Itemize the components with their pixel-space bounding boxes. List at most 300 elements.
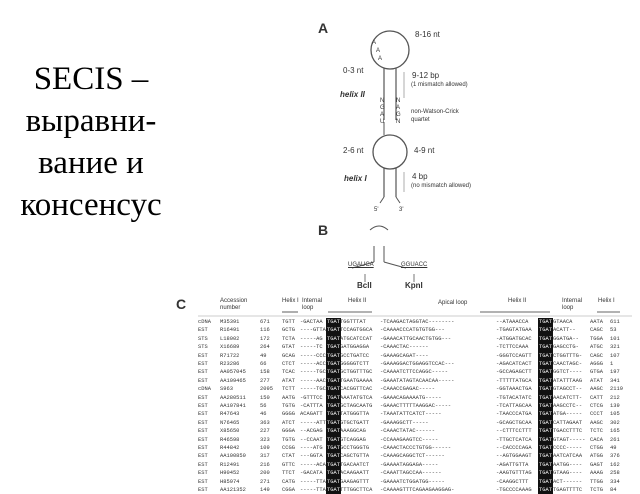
cell-s2: -CAAGGCTTT	[496, 478, 529, 485]
cell-loop: -GAAACTTTTTAAGGAC-----	[380, 403, 452, 409]
cell-il2: GGATGA--	[553, 335, 579, 342]
bulge-a-label: 0-3 nt	[343, 66, 364, 75]
cell-s1: CAGCTGTTA	[340, 453, 370, 460]
cell-loop: -GAAACAGAAAATG-----	[380, 394, 442, 401]
quartet-left-3: A	[380, 112, 385, 118]
cell-pos: 671	[260, 319, 270, 325]
cell-pos: 264	[260, 344, 270, 351]
cell-end: 302	[610, 419, 620, 426]
cell-end: 165	[610, 428, 620, 435]
cell-loop: -CAAACTACCCTGTGG------	[380, 445, 452, 451]
cell-h1b: GAGT	[590, 461, 603, 468]
cell-h1: TCTA	[282, 335, 295, 342]
cell-il2: CTGGTTTG-	[553, 352, 583, 359]
cell-s2: -TCTTCCAAA	[496, 344, 529, 351]
cell-q2: TGAT	[539, 487, 552, 493]
cell-loop: -GAAAATAGGAGA-----	[380, 461, 439, 468]
header-accession: Accession number	[220, 298, 248, 311]
header-helix1-b: Helix I	[598, 298, 615, 304]
cell-s1: GGGGGTCTT	[340, 361, 370, 367]
cell-s2: -TGCCCCAAAG	[496, 487, 532, 493]
panel-b-letter: B	[318, 222, 329, 238]
cell-loop: -CCAAAGAAGTCC-----	[380, 436, 439, 443]
header-internal-a: Internal loop	[302, 298, 323, 311]
cell-pos: 216	[260, 461, 270, 468]
quartet-label: non-Watson-Crick quartet	[411, 109, 459, 123]
cell-h1b: TGGA	[590, 335, 603, 342]
cell-end: 197	[610, 369, 620, 376]
cell-end: 2119	[610, 386, 623, 393]
cell-il: -----CCC	[300, 352, 326, 359]
cell-q2: TGAT	[539, 445, 552, 451]
cell-q1: TGAT	[327, 361, 340, 367]
cell-q1: TGAT	[327, 411, 340, 418]
cell-s1: TTTGGCTTCA	[340, 487, 373, 493]
end-3-label: 3'	[399, 207, 404, 213]
helix-i-label: helix I	[344, 174, 367, 183]
cell-il2: GTAAG----	[553, 470, 583, 477]
cell-h1b: AAGC	[590, 386, 603, 393]
cell-il: --CCAAT	[300, 436, 323, 443]
cell-loop: -TAAATATTCATCT-----	[380, 411, 442, 418]
cell-pos: 323	[260, 436, 270, 443]
cell-pos: 109	[260, 445, 270, 451]
cell-pos: 227	[260, 428, 270, 435]
title-line-2: выравни-	[25, 103, 157, 139]
loop-mid-label: 4-9 nt	[414, 146, 435, 155]
cell-type: EST	[198, 419, 208, 426]
cell-loop: -GAAAGGACTGGAGGTCCAC---	[380, 361, 455, 367]
cell-s2: -TTTTTATGCA	[496, 377, 532, 384]
cell-il: -CATTTA	[300, 403, 323, 409]
cell-pos: 150	[260, 394, 270, 401]
cell-q1: TGAT	[327, 369, 340, 376]
cell-pos: 200	[260, 470, 270, 477]
cell-s1: GATGGAGGA	[340, 344, 370, 351]
cell-q2: TGAT	[539, 411, 552, 418]
cell-s2: -AGACATCACT	[496, 361, 532, 367]
cell-s1: AAATATGTCA	[340, 394, 373, 401]
cell-acc: R44842	[220, 445, 240, 451]
quartet-right-1: N	[396, 98, 401, 104]
cell-loop: -GAAACATTGCAACTGTGG---	[380, 335, 452, 342]
cell-acc: AA100850	[220, 453, 246, 460]
cell-il2: GAGCCTG-	[553, 344, 579, 351]
cell-il: --ACGAG	[300, 428, 323, 435]
cell-type: EST	[198, 377, 208, 384]
cell-h1: GCAG	[282, 352, 295, 359]
cell-acc: R12491	[220, 461, 240, 468]
cell-pos: 66	[260, 361, 267, 367]
cell-h1: ATAT	[282, 377, 295, 384]
cell-il: -----ACC	[300, 361, 326, 367]
b-loop	[370, 226, 388, 230]
cell-h1: TCAC	[282, 369, 295, 376]
title-line-3: вание и	[38, 145, 144, 181]
cell-acc: AA107841	[220, 403, 246, 409]
cell-q2: TGAT	[539, 335, 552, 342]
cell-s2: -TGAGTATGAA	[496, 327, 532, 334]
cell-s2: -GCAGCTGCAA	[496, 419, 532, 426]
cell-type: EST	[198, 487, 208, 493]
cell-q1: TGAT	[327, 470, 340, 477]
cell-h1b: AATA	[590, 319, 603, 325]
cell-s2: -AGATTGTTA	[496, 461, 529, 468]
cell-q2: TGAT	[539, 453, 552, 460]
cell-il2: ACT------	[553, 478, 583, 485]
cell-pos: 116	[260, 327, 270, 334]
cell-end: 162	[610, 461, 620, 468]
cell-il2: TGACCTTTC	[553, 428, 583, 435]
cell-h1b: AAAG	[590, 470, 603, 477]
bulge-a-letter-top: A	[372, 40, 377, 46]
cell-pos: 56	[260, 403, 267, 409]
helix-ii-label: helix II	[340, 90, 365, 99]
quartet-left-4: U	[380, 119, 385, 125]
cell-h1: CTCT	[282, 361, 295, 367]
cell-h1b: CATT	[590, 394, 603, 401]
cell-il: -----TTA	[300, 487, 326, 493]
title-line-4: консенсус	[20, 187, 162, 223]
cell-h1b: TCTC	[590, 428, 603, 435]
cell-h1: TGTT	[282, 319, 295, 325]
cell-type: EST	[198, 470, 208, 477]
cell-s1: TGGTTTAT	[340, 319, 366, 325]
cell-h1b: CAGC	[590, 352, 603, 359]
cell-il: -GACATA	[300, 470, 323, 477]
cell-acc: R47643	[220, 411, 240, 418]
cell-il: -----TGC	[300, 369, 326, 376]
quartet-left-1: N	[380, 98, 385, 104]
stem-b-label: 4 bp	[412, 172, 428, 181]
cell-s2: --ATAAACCA	[496, 319, 529, 325]
internal-loop-shape	[373, 135, 407, 169]
cell-s1: GTGCTGATT	[340, 419, 370, 426]
loop-top-label: 8-16 nt	[415, 30, 440, 39]
cell-il: -----TC	[300, 344, 323, 351]
cell-il2: GGTCT----	[553, 369, 583, 376]
cell-acc: AA121352	[220, 487, 246, 493]
cell-q2: TGAT	[539, 461, 552, 468]
cell-il: -----ACA	[300, 461, 326, 468]
cell-q1: TGAT	[327, 436, 340, 443]
cell-il: -GACTAA	[300, 319, 323, 325]
bulge-b-label: 2-6 nt	[343, 146, 364, 155]
cell-end: 107	[610, 352, 620, 359]
cell-q1: TGAT	[327, 403, 340, 409]
end-5-label: 5'	[374, 207, 379, 213]
cell-pos: 149	[260, 487, 270, 493]
cell-acc: L18002	[220, 335, 240, 342]
cell-s1: GTCAGGAG	[340, 436, 366, 443]
cell-h1b: TCTG	[590, 487, 603, 493]
cell-type: EST	[198, 327, 208, 334]
cell-type: EST	[198, 453, 208, 460]
cell-q1: TGAT	[327, 445, 340, 451]
cell-s1: TCCAGTGGCA	[340, 327, 373, 334]
cell-s1: GCTGGTTTGC	[340, 369, 373, 376]
cell-s1: TGAATGAAAA	[340, 377, 373, 384]
cell-il2: GTAGCCT--	[553, 386, 583, 393]
cell-s1: CACGGTTCAC	[340, 386, 373, 393]
cell-s2: -TTGCTCATCA	[496, 436, 532, 443]
cell-loop: -CAAATTAGCCAA------	[380, 470, 442, 477]
cell-s2: --AGTGGAAGT	[496, 453, 532, 460]
cell-il2: AAGCCTC--	[553, 403, 583, 409]
cell-loop: -CAAAATCTTCCAGGC-----	[380, 369, 448, 376]
cell-s2: -AAGTGTTTAG	[496, 470, 532, 477]
cell-loop: -CAAACTATAC------	[380, 428, 435, 435]
header-apical: Apical loop	[438, 300, 468, 306]
cell-il: ACAGATT	[300, 411, 323, 418]
cell-q2: TGAT	[539, 344, 552, 351]
cell-loop: -CAAAAGTTTCAGAAGAAGGAG-	[380, 487, 455, 493]
cell-h1: AATG	[282, 394, 295, 401]
cell-loop: -CAAACTAC------	[380, 344, 429, 351]
cell-il2: GTAACA	[553, 319, 573, 325]
cell-s2: --CTTTCCTTT	[496, 428, 532, 435]
cell-q1: TGAT	[327, 419, 340, 426]
strand-end-5	[380, 197, 384, 203]
cell-il: -----AG	[300, 335, 323, 342]
cell-s1: GCTAGCAATG	[340, 403, 373, 409]
cell-end: 84	[610, 487, 617, 493]
cell-type: EST	[198, 394, 208, 401]
cell-type: EST	[198, 428, 208, 435]
cell-type: EST	[198, 461, 208, 468]
quartet-right-2: A	[396, 105, 401, 111]
cell-pos: 317	[260, 453, 270, 460]
cell-h1: CTAT	[282, 453, 295, 460]
cell-q2: TGAT	[539, 377, 552, 384]
title-line-1: SECIS –	[33, 61, 149, 97]
cell-end: 105	[610, 411, 620, 418]
cell-s1: ATGCATCCAT	[340, 335, 373, 342]
cell-h1: CATG	[282, 478, 295, 485]
cell-q2: TGAT	[539, 470, 552, 477]
bulge-a-letter-1: A	[376, 48, 381, 54]
cell-acc: AA057045	[220, 369, 246, 376]
cell-loop: -TCAAGACTAGGTAC--------	[380, 319, 455, 325]
cell-q2: TGAT	[539, 327, 552, 334]
cell-il: ---GGTA	[300, 453, 323, 460]
cell-il2: ATATTTAAG	[553, 377, 583, 384]
cell-acc: AA109465	[220, 377, 246, 384]
bulge-a-letter-2: A	[378, 56, 383, 62]
cell-h1b: ATGG	[590, 453, 603, 460]
cell-s1: AAAGGCAG	[340, 428, 366, 435]
cell-end: 258	[610, 470, 620, 477]
cell-type: EST	[198, 445, 208, 451]
cell-q1: TGAT	[327, 428, 340, 435]
cell-h1b: CTCG	[590, 403, 603, 409]
cell-s1: GCCTGATCC	[340, 352, 370, 359]
cell-il: -----TTA	[300, 478, 326, 485]
header-internal-b: Internal loop	[562, 298, 583, 311]
cell-acc: R71722	[220, 352, 240, 359]
stem-b-note: (no mismatch allowed)	[411, 183, 472, 189]
quartet-right-4: N	[396, 119, 401, 125]
cell-q1: TGAT	[327, 394, 340, 401]
cell-end: 139	[610, 403, 620, 409]
cell-il2: AACATCTT-	[553, 394, 583, 401]
cell-pos: 363	[260, 419, 270, 426]
cell-end: 341	[610, 377, 620, 384]
cell-h1: GGGG	[282, 411, 295, 418]
cell-pos: 46	[260, 411, 267, 418]
cell-h1: TTCT	[282, 470, 295, 477]
cell-acc: AA280511	[220, 394, 246, 401]
cell-q1: TGAT	[327, 327, 340, 334]
cell-type: STS	[198, 344, 208, 351]
cell-q1: TGAT	[327, 487, 340, 493]
cell-loop: -CAAACCGAGAC-----	[380, 386, 435, 393]
cell-q2: TGAT	[539, 319, 552, 325]
cell-end: 611	[610, 319, 620, 325]
cell-end: 212	[610, 394, 620, 401]
cell-h1b: CACA	[590, 436, 603, 443]
cell-q2: TGAT	[539, 361, 552, 367]
cell-pos: 172	[260, 335, 270, 342]
cell-il: ----ATG	[300, 445, 323, 451]
strand-end-3	[396, 197, 400, 203]
cell-acc: H85974	[220, 478, 240, 485]
cell-q1: TGAT	[327, 478, 340, 485]
cell-s2: -GGTAAACTGA	[496, 386, 532, 393]
cell-q2: TGAT	[539, 394, 552, 401]
cell-loop: -GAAAGCAGAT----	[380, 352, 429, 359]
cell-loop: -CAAAACCCATGTGTGG---	[380, 327, 445, 334]
cell-h1: GGGA	[282, 428, 295, 435]
cell-il2: GTAGT-----	[553, 436, 586, 443]
cell-s1: TGACAATCT	[340, 461, 370, 468]
cell-il2: CAACTAGC-	[553, 361, 583, 367]
cell-q2: TGAT	[539, 403, 552, 409]
bcli-label: BclI	[357, 281, 372, 290]
cell-q2: TGAT	[539, 369, 552, 376]
stem-a-note: (1 mismatch allowed)	[411, 82, 468, 88]
cell-type: cDNA	[198, 386, 211, 393]
cell-q1: TGAT	[327, 453, 340, 460]
cell-acc: R46598	[220, 436, 240, 443]
cell-h1: TGTG	[282, 436, 295, 443]
cell-type: EST	[198, 478, 208, 485]
cell-end: 49	[610, 445, 617, 451]
cell-h1b: CCCT	[590, 411, 603, 418]
cell-s1: ACAAGAATT	[340, 470, 370, 477]
cell-il2: CCCC-----	[553, 445, 583, 451]
kpni-label: KpnI	[405, 281, 423, 290]
cell-end: 321	[610, 344, 620, 351]
cell-q1: TGAT	[327, 319, 340, 325]
cell-s2: -ATGGATGCAC	[496, 335, 532, 342]
quartet-left-2: G	[380, 105, 385, 111]
stem-a-label: 9-12 bp	[412, 71, 440, 80]
cell-h1b: ATAT	[590, 377, 603, 384]
quartet-right-3: G	[396, 112, 401, 118]
cell-h1b: GTGA	[590, 369, 603, 376]
cell-s1: GCCTGGGTG	[340, 445, 370, 451]
cell-s1: TATGGGTTA	[340, 411, 370, 418]
cell-il: -----TGC	[300, 386, 326, 393]
cell-h1: TGTG	[282, 403, 295, 409]
cell-q2: TGAT	[539, 436, 552, 443]
cell-il2: ATGA-----	[553, 411, 583, 418]
header-helix2-a: Helix II	[348, 298, 367, 304]
cell-end: 53	[610, 327, 617, 334]
cell-end: 334	[610, 478, 620, 485]
cell-s2: -GGGTCCAGTT	[496, 352, 532, 359]
cell-il2: TGAGTTTTC	[553, 487, 583, 493]
cell-s2: --CACCCCAGA	[496, 445, 532, 451]
cell-q2: TGAT	[539, 352, 552, 359]
cell-acc: X85650	[220, 428, 240, 435]
cell-end: 101	[610, 335, 620, 342]
cell-loop: -CAAAGCAGGCTCT------	[380, 453, 445, 460]
panel-a-letter: A	[318, 20, 329, 36]
cell-h1: CGGA	[282, 487, 295, 493]
cell-il: -GTTTCC	[300, 394, 323, 401]
header-helix2-b: Helix II	[508, 298, 527, 304]
cell-s2: -GCCAGAGCTT	[496, 369, 532, 376]
cell-acc: H90452	[220, 470, 240, 477]
cell-type: EST	[198, 403, 208, 409]
cell-h1b: TTGG	[590, 478, 603, 485]
cell-s2: -TGTACATATC	[496, 394, 532, 401]
cell-loop: -GAAAGGCTT-----	[380, 419, 429, 426]
cell-end: 376	[610, 453, 620, 460]
b-left-sequence: UGAUCA	[348, 262, 374, 268]
cell-h1: CCGG	[282, 445, 295, 451]
cell-h1b: AGGG	[590, 361, 603, 367]
cell-pos: 2095	[260, 386, 273, 393]
cell-acc: X16689	[220, 344, 240, 351]
cell-il2: ACATT--	[553, 327, 576, 334]
cell-type: EST	[198, 369, 208, 376]
cell-acc: S963	[220, 386, 233, 393]
cell-q1: TGAT	[327, 335, 340, 342]
cell-h1: GTAT	[282, 344, 295, 351]
cell-pos: 158	[260, 369, 270, 376]
cell-type: EST	[198, 436, 208, 443]
cell-q2: TGAT	[539, 386, 552, 393]
cell-end: 261	[610, 436, 620, 443]
cell-il: -----ATT	[300, 419, 326, 426]
cell-pos: 277	[260, 377, 270, 384]
cell-acc: N76465	[220, 419, 240, 426]
cell-h1: ATCT	[282, 419, 295, 426]
cell-h1b: CAGC	[590, 327, 603, 334]
cell-type: cDNA	[198, 319, 211, 325]
cell-il2: AATGG----	[553, 461, 583, 468]
cell-type: EST	[198, 411, 208, 418]
cell-loop: -GAAATATAGTACAACAA-----	[380, 377, 455, 384]
cell-pos: 49	[260, 352, 267, 359]
cell-h1b: CTGG	[590, 445, 603, 451]
cell-il: -----AAC	[300, 377, 326, 384]
cell-type: EST	[198, 361, 208, 367]
cell-il: ----GTTA	[300, 327, 326, 334]
cell-q2: TGAT	[539, 478, 552, 485]
cell-acc: M35391	[220, 319, 240, 325]
cell-q1: TGAT	[327, 352, 340, 359]
cell-h1: GTTC	[282, 461, 295, 468]
cell-h1: TCTT	[282, 386, 295, 393]
cell-h1b: AAGC	[590, 419, 603, 426]
cell-end: 1	[610, 361, 614, 367]
cell-h1: GCTG	[282, 327, 295, 334]
cell-il2: CATTAGAAT	[553, 419, 583, 426]
